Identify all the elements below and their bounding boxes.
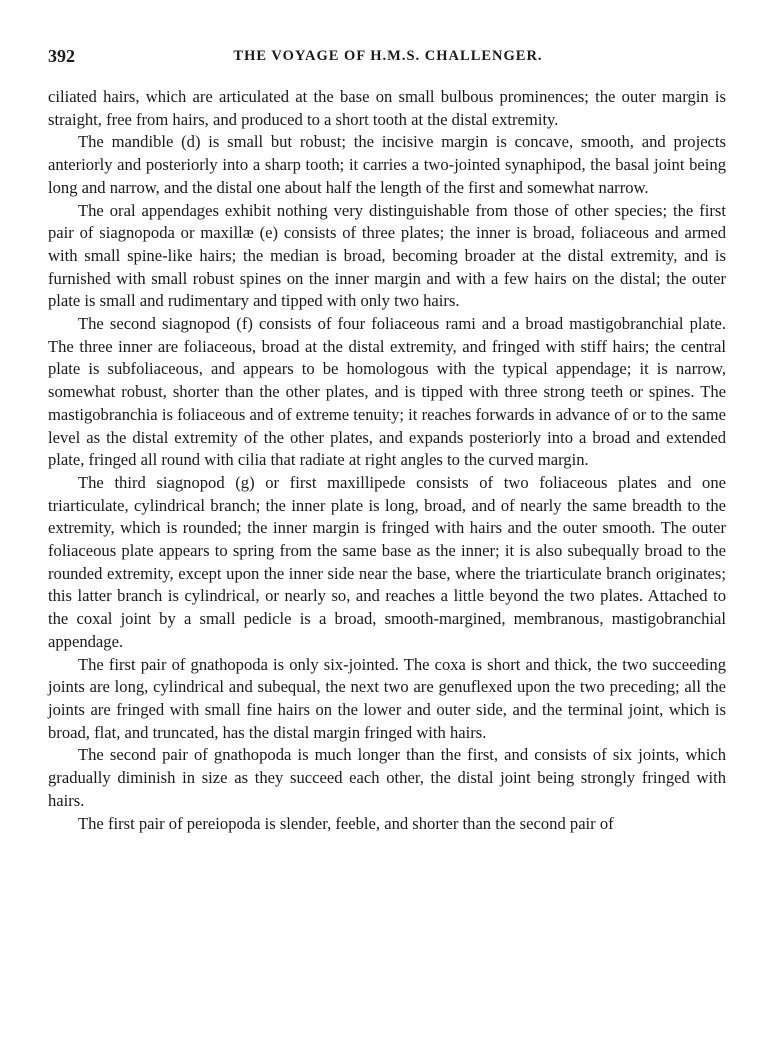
page-number: 392 bbox=[48, 46, 75, 66]
paragraph-third-siagnopod: The third siagnopod (g) or first maxillipede consists of two foliaceous plates and one triarticulate, cylindrical branch; the inner plate is long, broad, and of nearly the same breadth to the extremity, which is rounded; the inner margin is fringed with hairs and the outer smooth. The outer foliaceous plate appears to spring from the same base as the inner; it is also subequally broad to the rounded extremity, except upon the inner side near the base, where the triarticulate branch originates; this latter branch is cylindrical, or nearly so, and reaches a little beyond the two plates. Attached to the coxal joint by a small pedicle is a broad, smooth-margined, membranous, mastigobranchial appendage. bbox=[48, 472, 726, 651]
paragraph-second-siagnopod: The second siagnopod (f) consists of four foliaceous rami and a broad mastigobranchial plate. The three inner are foliaceous, broad at the distal extremity, and fringed with stiff hairs; the central plate is subfoliaceous, and appears to be homologous with the typical appendage; it is narrow, somewhat robust, shorter than the other plates, and is tipped with three strong teeth or spines. The mastigobranchia is foliaceous and of extreme tenuity; it reaches forwards in advance of or to the same level as the distal extremity of the other plates, and expands posteriorly into a broad and extended plate, fringed all round with cilia that radiate at right angles to the curved margin. bbox=[48, 314, 726, 470]
paragraph-first-pereiopoda: The first pair of pereiopoda is slender, feeble, and shorter than the second pair of bbox=[78, 813, 614, 833]
page-header bbox=[48, 46, 728, 70]
running-title: THE VOYAGE OF H.M.S. CHALLENGER. bbox=[233, 48, 543, 64]
paragraph-oral-appendages: The oral appendages exhibit nothing very distinguishable from those of other species; the first pair of siagnopoda or maxillæ (e) consists of three plates; the inner is broad, foliaceous and armed with small spine-like hairs; the median is broad, becoming broader at the distal extremity, and is furnished with small robust spines on the inner margin and with a few hairs on the distal; the outer plate is small and rudimentary and tipped with only two hairs. bbox=[48, 200, 726, 311]
paragraph-first-gnathopoda: The first pair of gnathopoda is only six-jointed. The coxa is short and thick, the two succeeding joints are long, cylindrical and subequal, the next two are genuflexed upon the two preceding; all the joints are fringed with small fine hairs on the lower and outer side, and the terminal joint, which is broad, flat, and truncated, has the distal margin fringed with hairs. bbox=[48, 654, 726, 742]
paragraph-second-gnathopoda: The second pair of gnathopoda is much longer than the first, and consists of six joints, which gradually diminish in size as they succeed each other, the distal joint being strongly fringed with hairs. bbox=[48, 745, 726, 810]
paragraph-continuation: ciliated hairs, which are articulated at the base on small bulbous prominences; the outer margin is straight, free from hairs, and produced to a short tooth at the distal extremity. bbox=[48, 87, 726, 129]
body-text bbox=[48, 86, 726, 835]
paragraph-mandible: The mandible (d) is small but robust; the incisive margin is concave, smooth, and projects anteriorly and posteriorly into a sharp tooth; it carries a two-jointed synaphipod, the basal joint being long and narrow, and the distal one about half the length of the first and somewhat narrow. bbox=[48, 132, 726, 197]
